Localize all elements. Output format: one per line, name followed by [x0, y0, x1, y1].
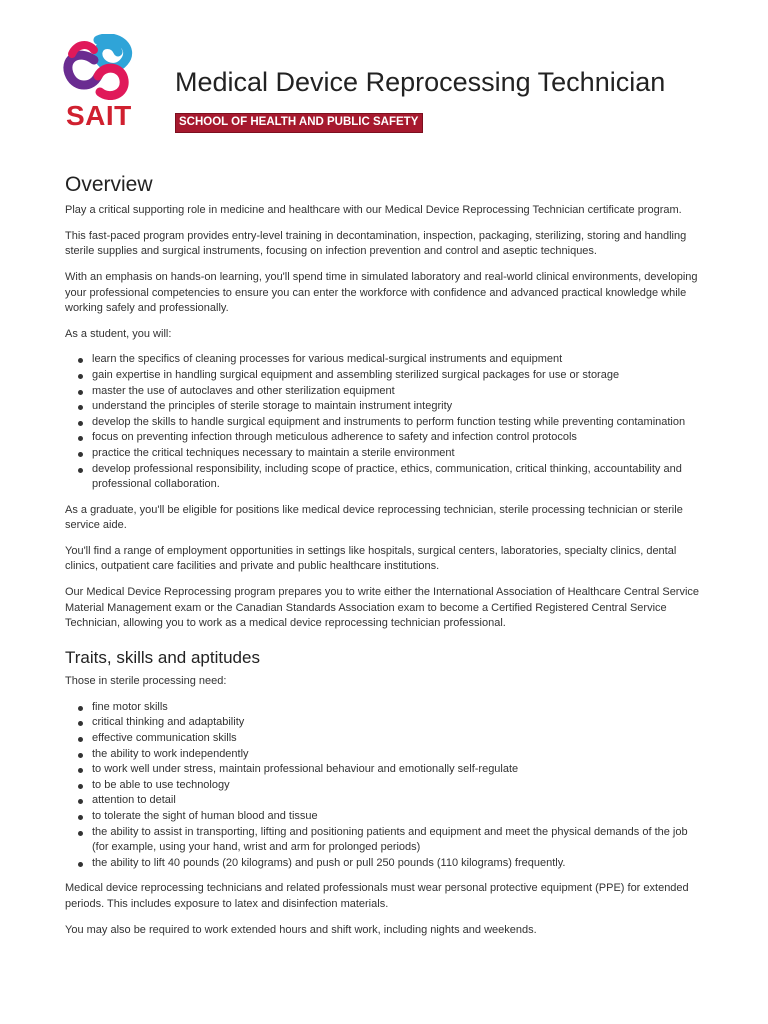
- list-item: the ability to work independently: [92, 747, 705, 763]
- list-item: to tolerate the sight of human blood and tissue: [92, 809, 705, 825]
- list-item: attention to detail: [92, 793, 705, 809]
- list-item: critical thinking and adaptability: [92, 715, 705, 731]
- traits-list: [65, 700, 705, 872]
- overview-paragraph: As a graduate, you'll be eligible for positions like medical device reprocessing technician, sterile processing technician or sterile service aide.: [65, 503, 683, 532]
- sait-logo: [58, 34, 138, 134]
- list-item: gain expertise in handling surgical equipment and assembling sterilized surgical packages for use or storage: [92, 368, 705, 384]
- list-item: fine motor skills: [92, 700, 705, 716]
- overview-paragraph: With an emphasis on hands-on learning, you'll spend time in simulated laboratory and real-world clinical environments, developing your professional competencies to ensure you can enter the workforce with confidence and advanced practical knowledge while working safely and professionally.: [65, 270, 698, 315]
- overview-paragraph: Play a critical supporting role in medicine and healthcare with our Medical Device Reprocessing Technician certificate program.: [65, 204, 682, 217]
- traits-paragraph: You may also be required to work extended hours and shift work, including nights and weekends.: [65, 923, 537, 936]
- overview-heading: Overview: [65, 173, 153, 196]
- list-item: master the use of autoclaves and other sterilization equipment: [92, 384, 705, 400]
- logo-text: SAIT: [66, 100, 132, 131]
- list-item: develop the skills to handle surgical equipment and instruments to perform function testing while preventing contamination: [92, 415, 705, 431]
- overview-paragraph: This fast-paced program provides entry-level training in decontamination, inspection, packaging, sterilizing, storing and handling sterile supplies and surgical instruments, focusing on infection prevention and control and aseptic techniques.: [65, 229, 687, 258]
- list-item: practice the critical techniques necessary to maintain a sterile environment: [92, 446, 705, 462]
- list-item: learn the specifics of cleaning processes for various medical-surgical instruments and equipment: [92, 352, 705, 368]
- overview-paragraph: You'll find a range of employment opportunities in settings like hospitals, surgical centers, laboratories, specialty clinics, dental clinics, outpatient care facilities and private and public healthcare institutions.: [65, 544, 677, 573]
- traits-paragraph: Medical device reprocessing technicians and related professionals must wear personal protective equipment (PPE) for extended periods. This includes exposure to latex and disinfection materials.: [65, 882, 689, 910]
- list-item: to work well under stress, maintain professional behaviour and emotionally self-regulate: [92, 762, 705, 778]
- overview-paragraph: Our Medical Device Reprocessing program prepares you to write either the International Association of Healthcare Central Service Material Management exam or the Canadian Standards Association exam to become a Certified Registered Central Service Technician, allowing you to work as a medical device reprocessing technician professional.: [65, 586, 700, 630]
- student-list: [65, 352, 705, 492]
- school-badge: SCHOOL OF HEALTH AND PUBLIC SAFETY: [175, 113, 423, 133]
- list-item: to be able to use technology: [92, 778, 705, 794]
- list-item: understand the principles of sterile storage to maintain instrument integrity: [92, 399, 705, 415]
- list-item: the ability to lift 40 pounds (20 kilograms) and push or pull 250 pounds (110 kilograms) frequently.: [92, 856, 705, 872]
- traits-intro: Those in sterile processing need:: [65, 675, 227, 688]
- list-item: effective communication skills: [92, 731, 705, 747]
- list-item: focus on preventing infection through meticulous adherence to safety and infection control protocols: [92, 430, 705, 446]
- main-content: [65, 172, 705, 948]
- overview-paragraph: As a student, you will:: [65, 327, 172, 340]
- list-item: the ability to assist in transporting, lifting and positioning patients and equipment and meet the physical demands of the job (for example, using your hand, wrist and arm for prolonged periods): [92, 825, 705, 856]
- sait-logo-mark: [58, 34, 138, 100]
- list-item: develop professional responsibility, including scope of practice, ethics, communication, critical thinking, accountability and professional collaboration.: [92, 462, 705, 493]
- page-title: Medical Device Reprocessing Technician: [175, 67, 666, 97]
- traits-heading: Traits, skills and aptitudes: [65, 647, 260, 667]
